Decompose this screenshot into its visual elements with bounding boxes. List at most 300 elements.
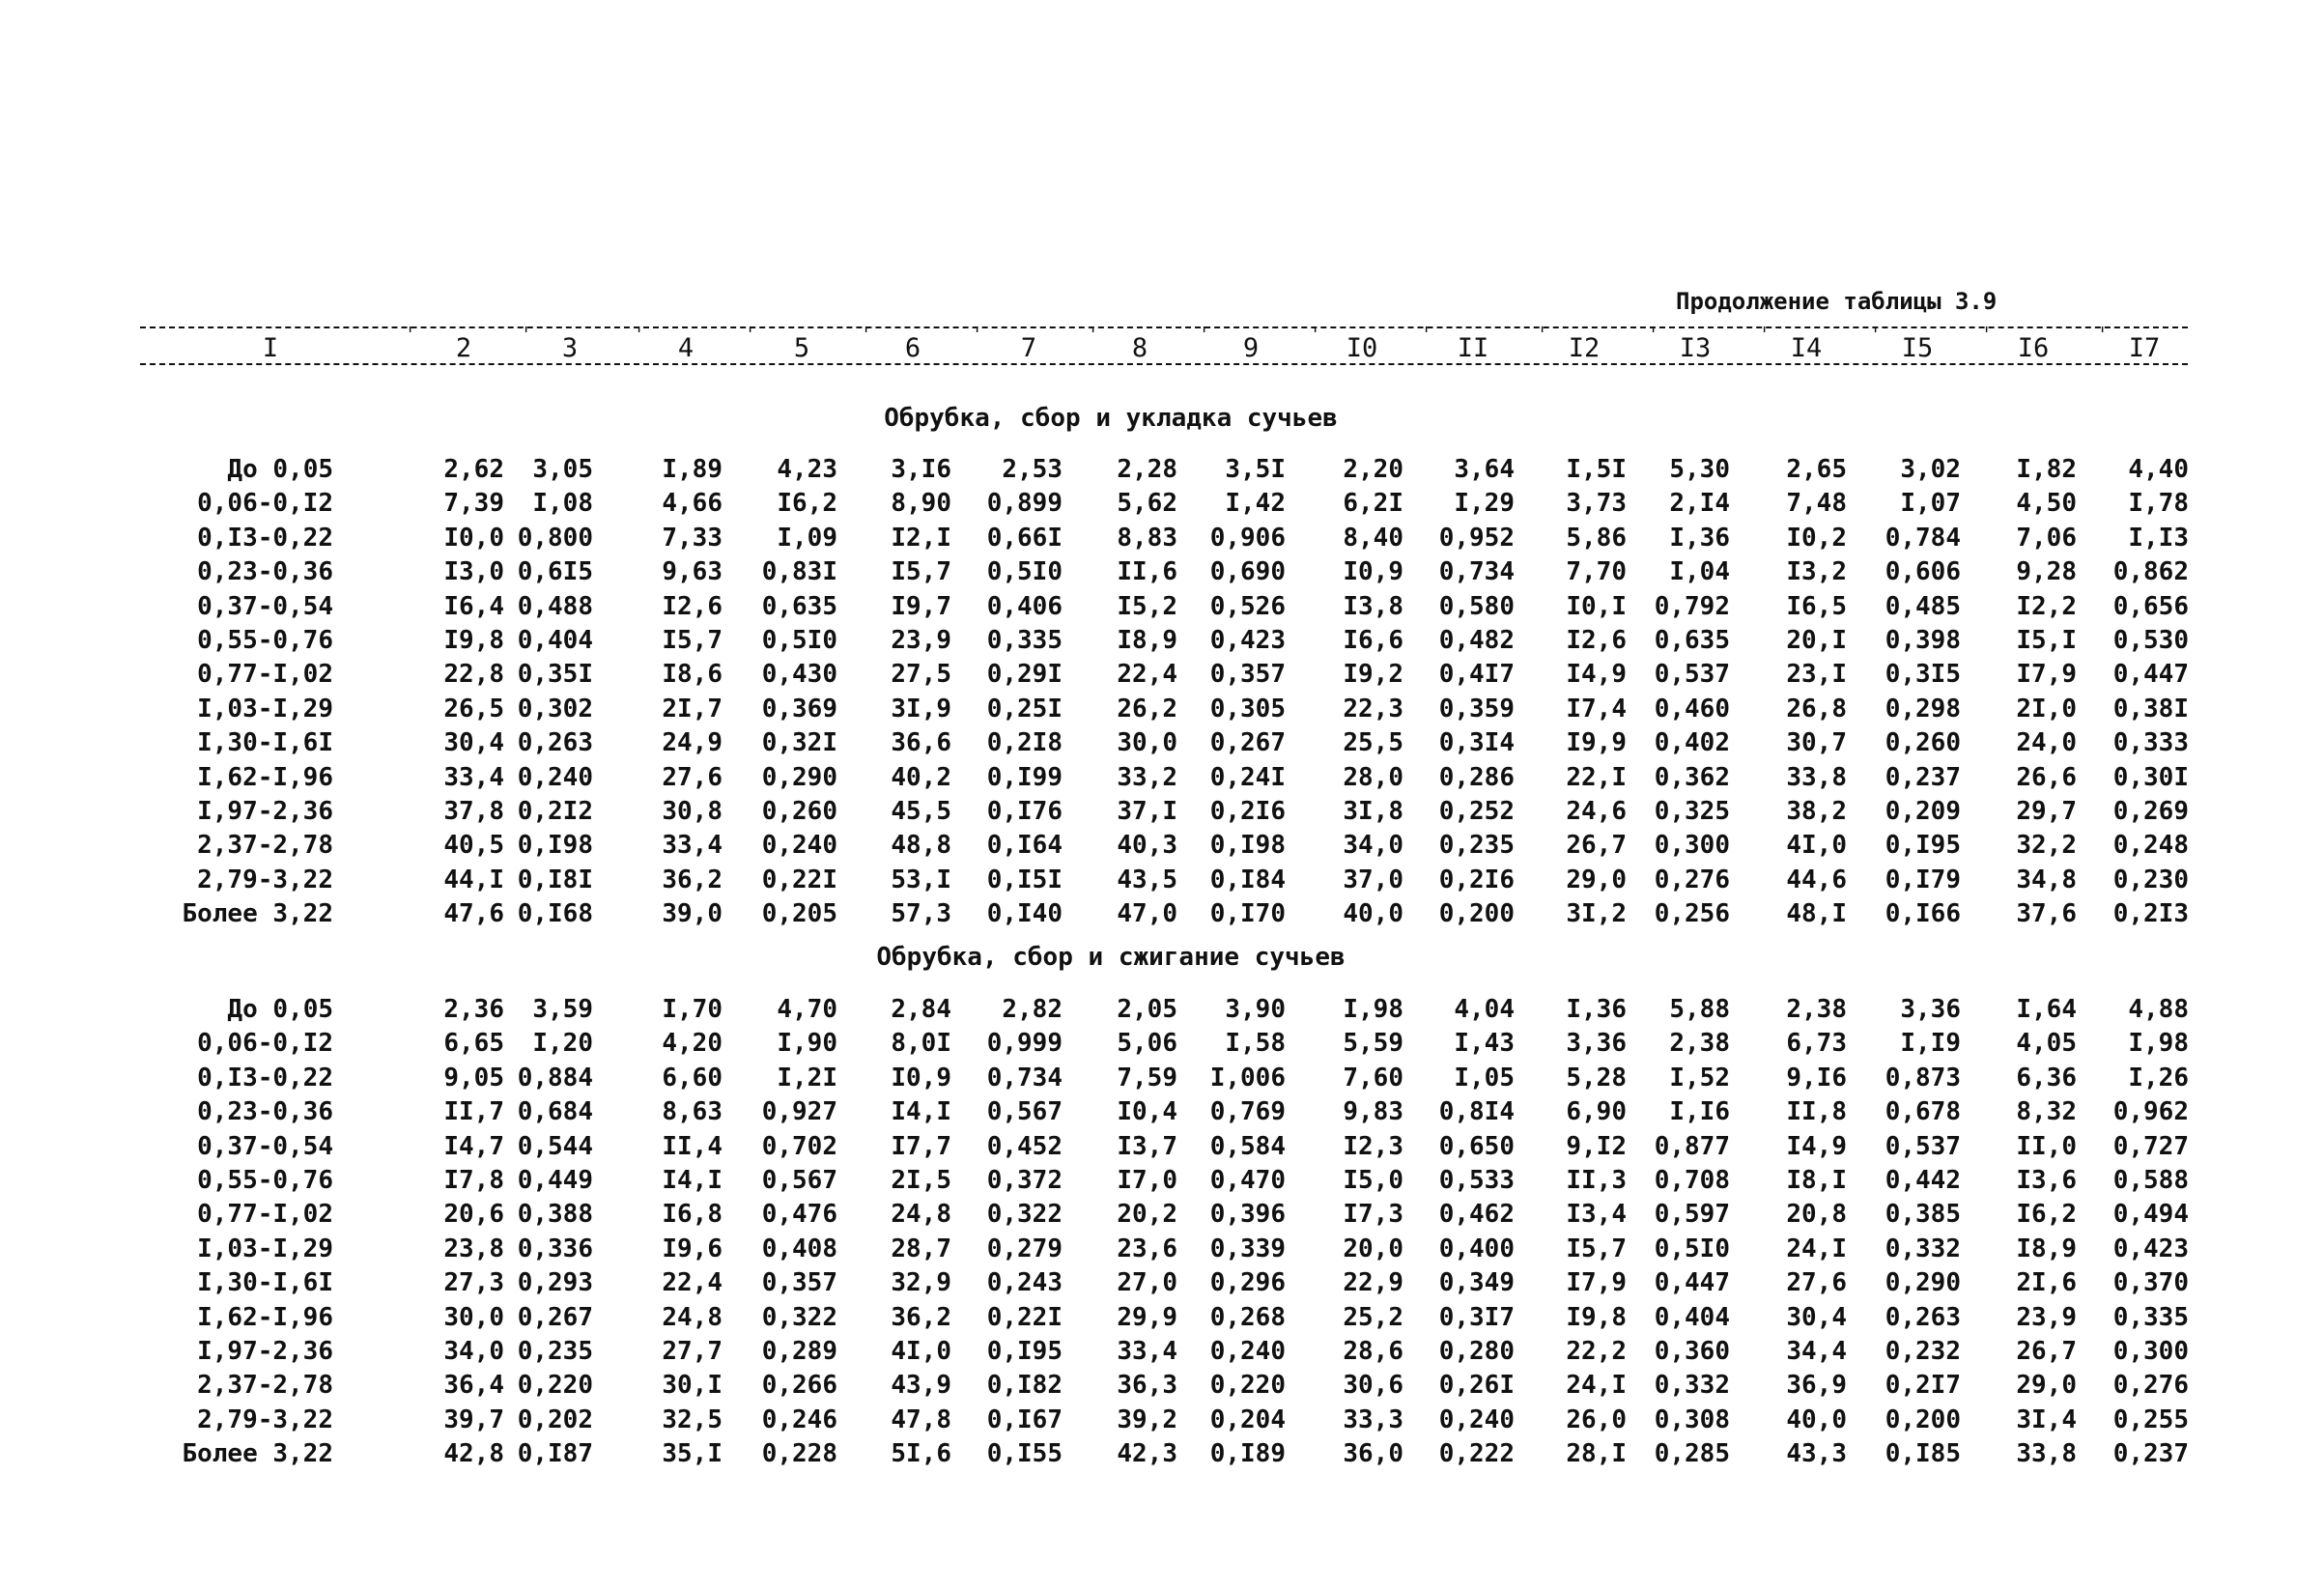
table-cell: I5,I	[2016, 626, 2077, 655]
table-cell: 0,5I0	[761, 626, 837, 655]
table-cell: 0,635	[761, 591, 837, 621]
table-cell: 29,9	[1117, 1302, 1177, 1332]
table-cell: 30,4	[443, 728, 504, 758]
table-cell: 0,I64	[986, 831, 1063, 861]
table-cell: 0,332	[1654, 1371, 1730, 1401]
table-cell: 0,606	[1885, 557, 1961, 587]
table-cell: 0,584	[1209, 1131, 1286, 1161]
table-cell: 0,305	[1209, 694, 1286, 724]
table-cell: I6,2	[2016, 1200, 2077, 1230]
row-label: 2,79-3,22	[197, 865, 333, 894]
table-cell: 34,4	[1786, 1337, 1847, 1366]
table-cell: 0,205	[761, 899, 837, 929]
table-cell: I7,9	[1566, 1268, 1627, 1298]
table-cell: 40,0	[1786, 1405, 1847, 1434]
table-cell: 24,I	[1786, 1234, 1847, 1263]
table-cell: 0,2I2	[517, 797, 593, 826]
table-cell: 7,70	[1566, 557, 1627, 587]
row-label: 0,06-0,I2	[197, 1029, 333, 1059]
table-cell: 2,84	[891, 995, 951, 1024]
table-cell: 0,708	[1654, 1166, 1730, 1195]
table-cell: I8,6	[662, 660, 723, 690]
table-cell: 2,28	[1117, 455, 1177, 484]
table-cell: 20,0	[1343, 1234, 1403, 1263]
table-cell: 0,308	[1654, 1405, 1730, 1434]
table-cell: 6,65	[443, 1029, 504, 1059]
table-cell: 48,8	[891, 831, 951, 861]
table-cell: 3,64	[1454, 455, 1515, 484]
table-cell: II,6	[1117, 557, 1177, 587]
table-cell: 0,678	[1885, 1097, 1961, 1127]
table-cell: 0,240	[1438, 1405, 1515, 1434]
column-separator: ˈ	[1309, 325, 1322, 349]
table-cell: 5,06	[1117, 1029, 1177, 1059]
table-cell: 0,I98	[517, 831, 593, 861]
table-cell: 24,6	[1566, 797, 1627, 826]
table-cell: I9,8	[1566, 1302, 1627, 1332]
table-cell: 4,23	[777, 455, 837, 484]
table-cell: 0,476	[761, 1200, 837, 1230]
table-cell: 0,I55	[986, 1439, 1063, 1469]
table-cell: I,70	[662, 995, 723, 1024]
table-cell: 0,I67	[986, 1405, 1063, 1434]
table-cell: 2I,5	[891, 1166, 951, 1195]
table-cell: 34,0	[1343, 831, 1403, 861]
row-label: 2,37-2,78	[197, 831, 333, 861]
table-cell: 43,9	[891, 1371, 951, 1401]
table-cell: 0,873	[1885, 1063, 1961, 1092]
table-cell: 0,388	[517, 1200, 593, 1230]
table-cell: I,52	[1669, 1063, 1730, 1092]
table-cell: 0,588	[2112, 1166, 2189, 1195]
table-cell: 0,2I7	[1885, 1371, 1961, 1401]
row-label: 0,I3-0,22	[197, 523, 333, 553]
column-separator: ˈ	[1198, 325, 1211, 349]
table-cell: I8,9	[1117, 626, 1177, 655]
row-label: 2,79-3,22	[197, 1405, 333, 1434]
table-cell: 0,255	[2112, 1405, 2189, 1434]
table-cell: 2,65	[1786, 455, 1847, 484]
column-separator: ˈ	[404, 325, 417, 349]
table-cell: 0,406	[986, 591, 1063, 621]
table-cell: I3,0	[443, 557, 504, 587]
row-label: До 0,05	[227, 995, 333, 1024]
table-cell: 0,260	[1885, 728, 1961, 758]
table-cell: I8,I	[1786, 1166, 1847, 1195]
column-separator: ˈ	[1536, 325, 1549, 349]
table-cell: 30,0	[443, 1302, 504, 1332]
table-cell: 20,I	[1786, 626, 1847, 655]
table-cell: 0,962	[2112, 1097, 2189, 1127]
table-cell: II,3	[1566, 1166, 1627, 1195]
table-cell: 0,533	[1438, 1166, 1515, 1195]
table-cell: 27,7	[662, 1337, 723, 1366]
table-cell: 0,296	[1209, 1268, 1286, 1298]
table-cell: 9,I6	[1786, 1063, 1847, 1092]
table-cell: 0,400	[1438, 1234, 1515, 1263]
table-cell: 0,322	[761, 1302, 837, 1332]
table-cell: 22,9	[1343, 1268, 1403, 1298]
table-cell: 42,3	[1117, 1439, 1177, 1469]
table-cell: 26,7	[2016, 1337, 2077, 1366]
table-cell: 0,252	[1438, 797, 1515, 826]
table-cell: 0,884	[517, 1063, 593, 1092]
table-cell: 3,36	[1900, 995, 1961, 1024]
table-cell: 0,289	[761, 1337, 837, 1366]
table-cell: 8,90	[891, 489, 951, 519]
table-cell: I2,3	[1343, 1131, 1403, 1161]
table-cell: I0,9	[891, 1063, 951, 1092]
table-cell: I,98	[2128, 1029, 2189, 1059]
table-cell: 30,4	[1786, 1302, 1847, 1332]
table-cell: 0,I5I	[986, 865, 1063, 894]
table-cell: 4,40	[2128, 455, 2189, 484]
row-label: 0,77-I,02	[197, 660, 333, 690]
table-cell: I8,9	[2016, 1234, 2077, 1263]
table-cell: 33,4	[443, 762, 504, 792]
table-cell: 0,I79	[1885, 865, 1961, 894]
table-cell: 23,8	[443, 1234, 504, 1263]
table-cell: 36,0	[1343, 1439, 1403, 1469]
table-cell: 36,6	[891, 728, 951, 758]
table-cell: 6,90	[1566, 1097, 1627, 1127]
table-cell: 0,268	[1209, 1302, 1286, 1332]
table-cell: 5,59	[1343, 1029, 1403, 1059]
table-cell: 25,5	[1343, 728, 1403, 758]
table-cell: 0,I40	[986, 899, 1063, 929]
table-cell: 0,335	[2112, 1302, 2189, 1332]
table-cell: 0,332	[1885, 1234, 1961, 1263]
table-cell: 44,I	[443, 865, 504, 894]
table-cell: 30,I	[662, 1371, 723, 1401]
row-label: I,30-I,6I	[197, 728, 333, 758]
table-cell: 0,300	[1654, 831, 1730, 861]
table-cell: 0,240	[1209, 1337, 1286, 1366]
table-cell: 5,88	[1669, 995, 1730, 1024]
table-cell: I3,6	[2016, 1166, 2077, 1195]
column-header-6: 6	[904, 333, 921, 363]
table-cell: 0,235	[1438, 831, 1515, 861]
table-cell: 2,36	[443, 995, 504, 1024]
table-cell: 0,I85	[1885, 1439, 1961, 1469]
table-cell: 0,402	[1654, 728, 1730, 758]
row-label: I,03-I,29	[197, 694, 333, 724]
table-cell: 0,370	[2112, 1268, 2189, 1298]
table-cell: 0,280	[1438, 1337, 1515, 1366]
table-cell: 0,404	[1654, 1302, 1730, 1332]
table-cell: 43,5	[1117, 865, 1177, 894]
table-cell: 0,300	[2112, 1337, 2189, 1366]
table-cell: I4,I	[891, 1097, 951, 1127]
table-cell: I0,I	[1566, 591, 1627, 621]
table-cell: I4,9	[1566, 660, 1627, 690]
table-cell: I7,9	[2016, 660, 2077, 690]
table-cell: 0,357	[761, 1268, 837, 1298]
table-cell: 22,I	[1566, 762, 1627, 792]
table-cell: 0,I84	[1209, 865, 1286, 894]
table-cell: 0,220	[1209, 1371, 1286, 1401]
table-cell: 40,5	[443, 831, 504, 861]
table-cell: 0,30I	[2112, 762, 2189, 792]
table-cell: 0,I66	[1885, 899, 1961, 929]
table-cell: 0,727	[2112, 1131, 2189, 1161]
table-cell: 0,4I7	[1438, 660, 1515, 690]
table-cell: 0,286	[1438, 762, 1515, 792]
table-cell: 2,38	[1786, 995, 1847, 1024]
table-cell: I,36	[1566, 995, 1627, 1024]
row-label: 0,06-0,I2	[197, 489, 333, 519]
table-cell: 0,927	[761, 1097, 837, 1127]
table-cell: 0,237	[1885, 762, 1961, 792]
table-cell: 0,396	[1209, 1200, 1286, 1230]
table-caption: Продолжение таблицы 3.9	[1676, 288, 1998, 315]
table-cell: I,29	[1454, 489, 1515, 519]
table-cell: 9,05	[443, 1063, 504, 1092]
table-cell: 0,200	[1885, 1405, 1961, 1434]
row-label: 0,37-0,54	[197, 1131, 333, 1161]
column-separator: ˈ	[1647, 325, 1660, 349]
table-cell: 20,8	[1786, 1200, 1847, 1230]
table-cell: 0,430	[761, 660, 837, 690]
table-cell: I0,4	[1117, 1097, 1177, 1127]
table-cell: 0,228	[761, 1439, 837, 1469]
table-cell: 28,6	[1343, 1337, 1403, 1366]
table-cell: 0,2I8	[986, 728, 1063, 758]
table-cell: 23,9	[891, 626, 951, 655]
table-cell: I3,7	[1117, 1131, 1177, 1161]
table-cell: I,36	[1669, 523, 1730, 553]
table-cell: 0,482	[1438, 626, 1515, 655]
table-cell: 36,2	[891, 1302, 951, 1332]
table-cell: 0,22I	[761, 865, 837, 894]
table-cell: 39,0	[662, 899, 723, 929]
table-cell: 7,39	[443, 489, 504, 519]
table-cell: 0,I89	[1209, 1439, 1286, 1469]
table-cell: 0,I76	[986, 797, 1063, 826]
table-cell: 32,5	[662, 1405, 723, 1434]
table-cell: 3,I6	[891, 455, 951, 484]
table-cell: 0,26I	[1438, 1371, 1515, 1401]
table-cell: 0,276	[1654, 865, 1730, 894]
table-cell: 3I,9	[891, 694, 951, 724]
table-cell: 0,488	[517, 591, 593, 621]
table-cell: II,8	[1786, 1097, 1847, 1127]
table-cell: I,20	[532, 1029, 593, 1059]
table-cell: I7,8	[443, 1166, 504, 1195]
table-cell: I,006	[1209, 1063, 1286, 1092]
table-cell: I2,2	[2016, 591, 2077, 621]
table-cell: 0,702	[761, 1131, 837, 1161]
table-cell: I9,8	[443, 626, 504, 655]
table-cell: 36,9	[1786, 1371, 1847, 1401]
table-cell: I5,7	[662, 626, 723, 655]
table-cell: 0,263	[1885, 1302, 1961, 1332]
table-cell: 0,248	[2112, 831, 2189, 861]
table-cell: 40,3	[1117, 831, 1177, 861]
table-cell: 28,7	[891, 1234, 951, 1263]
table-cell: 0,537	[1885, 1131, 1961, 1161]
table-cell: 0,800	[517, 523, 593, 553]
column-header-1: I	[262, 333, 279, 363]
table-cell: 0,526	[1209, 591, 1286, 621]
table-cell: 0,222	[1438, 1439, 1515, 1469]
table-cell: 0,I99	[986, 762, 1063, 792]
table-cell: 3I,4	[2016, 1405, 2077, 1434]
table-cell: 0,734	[986, 1063, 1063, 1092]
column-separator: ˈ	[2096, 325, 2110, 349]
table-cell: 22,3	[1343, 694, 1403, 724]
table-cell: 2,38	[1669, 1029, 1730, 1059]
table-cell: 0,3I7	[1438, 1302, 1515, 1332]
table-cell: 34,8	[2016, 865, 2077, 894]
table-cell: 26,7	[1566, 831, 1627, 861]
table-cell: 24,8	[891, 1200, 951, 1230]
row-label: 0,23-0,36	[197, 1097, 333, 1127]
table-cell: 4,70	[777, 995, 837, 1024]
table-cell: 37,6	[2016, 899, 2077, 929]
table-cell: I,58	[1225, 1029, 1286, 1059]
table-cell: I3,8	[1343, 591, 1403, 621]
table-cell: 0,372	[986, 1166, 1063, 1195]
table-cell: 57,3	[891, 899, 951, 929]
header-rule-bottom	[140, 363, 2188, 365]
table-cell: 23,I	[1786, 660, 1847, 690]
table-cell: 29,7	[2016, 797, 2077, 826]
table-cell: I6,4	[443, 591, 504, 621]
table-cell: 4,05	[2016, 1029, 2077, 1059]
table-cell: I6,2	[777, 489, 837, 519]
table-cell: 0,269	[2112, 797, 2189, 826]
table-cell: 23,9	[2016, 1302, 2077, 1332]
table-cell: 0,362	[1654, 762, 1730, 792]
table-cell: I,I6	[1669, 1097, 1730, 1127]
row-label: 0,77-I,02	[197, 1200, 333, 1230]
table-cell: 7,33	[662, 523, 723, 553]
table-cell: 22,4	[1117, 660, 1177, 690]
column-header-9: 9	[1242, 333, 1260, 363]
table-cell: 4I,0	[1786, 831, 1847, 861]
table-cell: 0,449	[517, 1166, 593, 1195]
table-cell: 24,8	[662, 1302, 723, 1332]
table-cell: I,5I	[1566, 455, 1627, 484]
table-cell: 29,0	[1566, 865, 1627, 894]
table-cell: 47,8	[891, 1405, 951, 1434]
table-cell: 2,20	[1343, 455, 1403, 484]
table-cell: 0,209	[1885, 797, 1961, 826]
table-cell: 7,06	[2016, 523, 2077, 553]
table-cell: 0,656	[2112, 591, 2189, 621]
table-cell: 0,906	[1209, 523, 1286, 553]
table-cell: I9,6	[662, 1234, 723, 1263]
table-cell: I,78	[2128, 489, 2189, 519]
table-cell: 0,494	[2112, 1200, 2189, 1230]
table-cell: 0,877	[1654, 1131, 1730, 1161]
table-cell: 27,6	[1786, 1268, 1847, 1298]
table-cell: 27,5	[891, 660, 951, 690]
table-cell: I,89	[662, 455, 723, 484]
table-cell: 0,6I5	[517, 557, 593, 587]
table-cell: 3,05	[532, 455, 593, 484]
table-cell: II,4	[662, 1131, 723, 1161]
table-cell: I,07	[1900, 489, 1961, 519]
table-cell: I7,4	[1566, 694, 1627, 724]
table-cell: 0,530	[2112, 626, 2189, 655]
table-cell: 32,9	[891, 1268, 951, 1298]
row-label: Более 3,22	[182, 1439, 333, 1469]
table-cell: 0,237	[2112, 1439, 2189, 1469]
table-cell: I6,8	[662, 1200, 723, 1230]
table-cell: 0,263	[517, 728, 593, 758]
table-cell: 0,398	[1885, 626, 1961, 655]
row-label: 0,23-0,36	[197, 557, 333, 587]
table-cell: 33,3	[1343, 1405, 1403, 1434]
table-cell: 2,53	[1002, 455, 1063, 484]
table-cell: 0,784	[1885, 523, 1961, 553]
column-header-8: 8	[1131, 333, 1148, 363]
table-cell: 3I,8	[1343, 797, 1403, 826]
table-cell: 0,I70	[1209, 899, 1286, 929]
table-cell: 30,7	[1786, 728, 1847, 758]
column-header-3: 3	[561, 333, 579, 363]
table-cell: I0,2	[1786, 523, 1847, 553]
table-cell: 0,349	[1438, 1268, 1515, 1298]
table-cell: 0,336	[517, 1234, 593, 1263]
table-cell: 3,36	[1566, 1029, 1627, 1059]
table-cell: 0,2I6	[1438, 865, 1515, 894]
column-header-4: 4	[677, 333, 694, 363]
table-cell: 0,360	[1654, 1337, 1730, 1366]
table-cell: 0,290	[1885, 1268, 1961, 1298]
table-cell: 39,2	[1117, 1405, 1177, 1434]
table-cell: 40,0	[1343, 899, 1403, 929]
row-label: I,97-2,36	[197, 1337, 333, 1366]
table-cell: 0,279	[986, 1234, 1063, 1263]
table-cell: 0,385	[1885, 1200, 1961, 1230]
column-header-2: 2	[455, 333, 472, 363]
table-cell: 0,5I0	[1654, 1234, 1730, 1263]
table-cell: 0,267	[517, 1302, 593, 1332]
column-header-7: 7	[1020, 333, 1037, 363]
table-cell: 33,2	[1117, 762, 1177, 792]
table-cell: 0,38I	[2112, 694, 2189, 724]
table-cell: 0,359	[1438, 694, 1515, 724]
table-cell: 8,83	[1117, 523, 1177, 553]
row-label: До 0,05	[227, 455, 333, 484]
table-cell: 0,I95	[986, 1337, 1063, 1366]
table-cell: 0,567	[986, 1097, 1063, 1127]
table-cell: 0,404	[517, 626, 593, 655]
row-label: I,97-2,36	[197, 797, 333, 826]
table-cell: I6,5	[1786, 591, 1847, 621]
table-cell: 0,325	[1654, 797, 1730, 826]
table-cell: 0,2I3	[2112, 899, 2189, 929]
table-cell: 4,04	[1454, 995, 1515, 1024]
table-cell: 0,276	[2112, 1371, 2189, 1401]
table-cell: 0,335	[986, 626, 1063, 655]
table-cell: 26,5	[443, 694, 504, 724]
table-cell: 20,6	[443, 1200, 504, 1230]
table-cell: I,82	[2016, 455, 2077, 484]
column-separator: ˈ	[520, 325, 533, 349]
table-cell: 22,4	[662, 1268, 723, 1298]
table-cell: 9,63	[662, 557, 723, 587]
table-cell: 0,35I	[517, 660, 593, 690]
table-cell: I4,I	[662, 1166, 723, 1195]
table-cell: 0,635	[1654, 626, 1730, 655]
table-cell: 0,899	[986, 489, 1063, 519]
table-cell: 0,I95	[1885, 831, 1961, 861]
column-header-5: 5	[793, 333, 810, 363]
